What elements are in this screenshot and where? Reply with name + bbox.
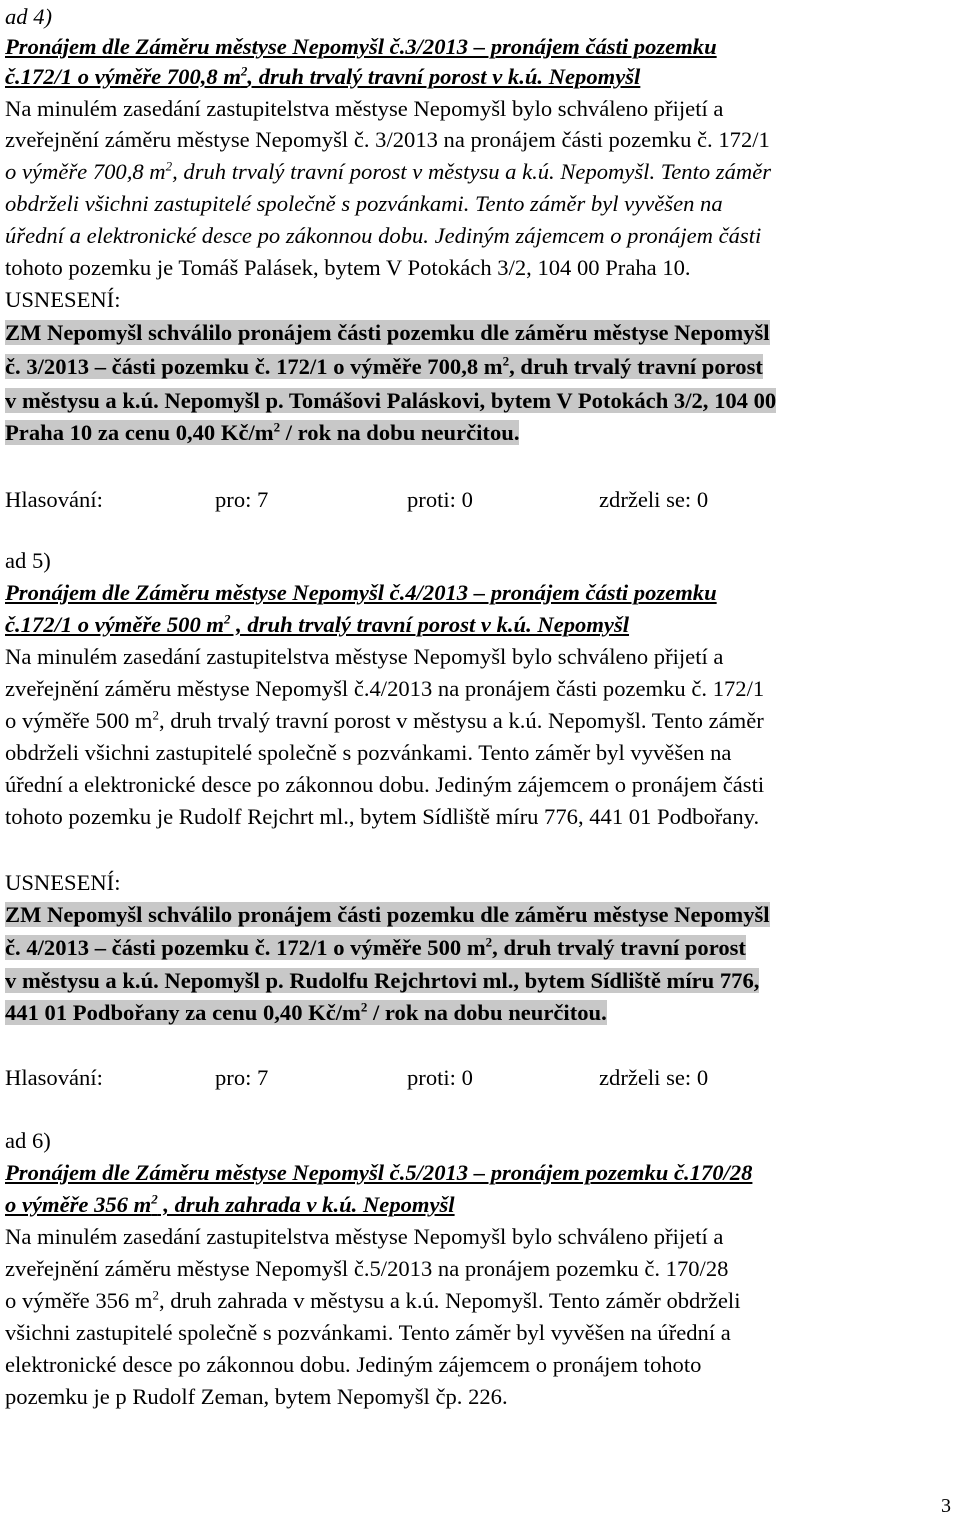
section-5-resolution-line-1: ZM Nepomyšl schválilo pronájem části pozemku dle záměru městyse Nepomyšl [5,902,770,927]
section-6-text-line-6: pozemku je p Rudolf Zeman, bytem Nepomyšl čp. 226. [5,1384,508,1409]
section-4-text-line-6: tohoto pozemku je Tomáš Palásek, bytem V Potokách 3/2, 104 00 Praha 10. [5,255,691,280]
section-4-text-line-4: obdrželi všichni zastupitelé společně s pozvánkami. Tento záměr byl vyvěšen na [5,191,723,216]
section-4-title-line-2: č.172/1 o výměře 700,8 $m^2$, druh trvalý travní porost v k.ú. Nepomyšl [5,63,641,89]
section-5-resolution-label: USNESENÍ: [5,870,121,895]
vote-label: Hlasování: [5,1065,103,1090]
vote-pro: pro: 7 [215,487,269,512]
section-5-text-line-6: tohoto pozemku je Rudolf Rejchrt ml., bytem Sídliště míru 776, 441 01 Podbořany. [5,804,760,829]
section-5-text-line-1: Na minulém zasedání zastupitelstva městyse Nepomyšl bylo schváleno přijetí a [5,644,724,669]
section-5-vote [5,1063,708,1093]
section-5-resolution-line-4: 441 01 Podbořany za cenu 0,40 $Kč/m^2$ / rok na dobu neurčitou. [5,999,607,1025]
page-number: 3 [941,1495,951,1517]
vote-pro: pro: 7 [215,1065,269,1090]
vote-zdrzeli: zdrželi se: 0 [599,1065,709,1090]
section-5-resolution-line-3: v městysu a k.ú. Nepomyšl p. Rudolfu Rejchrtovi ml., bytem Sídliště míru 776, [5,968,760,993]
vote-zdrzeli: zdrželi se: 0 [599,487,709,512]
section-4-resolution-label: USNESENÍ: [5,287,121,312]
section-5-title-line-2: č.172/1 o výměře 500 $m^2$ , druh trvalý travní porost v k.ú. Nepomyšl [5,611,630,637]
vote-label: Hlasování: [5,487,103,512]
section-4-heading: ad 4) [5,4,53,29]
section-4-text-line-5: úřední a elektronické desce po zákonnou dobu. Jediným zájemcem o pronájem části [5,223,762,248]
section-4-text-line-2: zveřejnění záměru městyse Nepomyšl č. 3/2013 na pronájem části pozemku č. 172/1 [5,127,770,152]
section-6-text-line-3: o výměře 356 $m^2$, druh zahrada v městysu a k.ú. Nepomyšl. Tento záměr obdrželi [5,1287,741,1313]
section-5-text-line-2: zveřejnění záměru městyse Nepomyšl č.4/2013 na pronájem části pozemku č. 172/1 [5,676,765,701]
section-4-resolution-line-3: v městysu a k.ú. Nepomyšl p. Tomášovi Paláskovi, bytem V Potokách 3/2, 104 00 [5,388,777,413]
section-6-title-line-2: o výměře 356 $m^2$ , druh zahrada v k.ú. Nepomyšl [5,1191,455,1217]
section-4-title-line-1: Pronájem dle Záměru městyse Nepomyšl č.3/2013 – pronájem části pozemku [5,34,717,59]
section-4-text-line-3: o výměře 700,8 $m^2$, druh trvalý travní porost v městysu a k.ú. Nepomyšl. Tento záměr [5,158,772,184]
section-4-text-line-1: Na minulém zasedání zastupitelstva městyse Nepomyšl bylo schváleno přijetí a [5,96,724,121]
section-4-resolution-line-4: Praha 10 za cenu 0,40 $Kč/m^2$ / rok na dobu neurčitou. [5,419,520,445]
section-6-text-line-2: zveřejnění záměru městyse Nepomyšl č.5/2013 na pronájem pozemku č. 170/28 [5,1256,729,1281]
section-5-text-line-4: obdrželi všichni zastupitelé společně s pozvánkami. Tento záměr byl vyvěšen na [5,740,732,765]
section-6-title-line-1: Pronájem dle Záměru městyse Nepomyšl č.5/2013 – pronájem pozemku č.170/28 [5,1160,753,1185]
section-5-title-line-1: Pronájem dle Záměru městyse Nepomyšl č.4/2013 – pronájem části pozemku [5,580,717,605]
section-5-text-line-3: o výměře 500 $m^2$, druh trvalý travní porost v městysu a k.ú. Nepomyšl. Tento záměr [5,707,764,733]
section-5-text-line-5: úřední a elektronické desce po zákonnou dobu. Jediným zájemcem o pronájem části [5,772,765,797]
vote-proti: proti: 0 [407,487,473,512]
section-4-resolution-line-1: ZM Nepomyšl schválilo pronájem části pozemku dle záměru městyse Nepomyšl [5,320,770,345]
section-4-resolution-line-2: č. 3/2013 – části pozemku č. 172/1 o výměře 700,8 $m^2$, druh trvalý travní porost [5,353,763,379]
section-5-resolution-line-2: č. 4/2013 – části pozemku č. 172/1 o výměře 500 $m^2$, druh trvalý travní porost [5,934,746,960]
vote-proti: proti: 0 [407,1065,473,1090]
section-6-text-line-4: všichni zastupitelé společně s pozvánkami. Tento záměr byl vyvěšen na úřední a [5,1320,731,1345]
section-6-text-line-1: Na minulém zasedání zastupitelstva městyse Nepomyšl bylo schváleno přijetí a [5,1224,724,1249]
section-6-text-line-5: elektronické desce po zákonnou dobu. Jediným zájemcem o pronájem tohoto [5,1352,702,1377]
section-4-vote [5,485,708,515]
section-5-heading: ad 5) [5,548,51,573]
section-6-heading: ad 6) [5,1128,51,1153]
